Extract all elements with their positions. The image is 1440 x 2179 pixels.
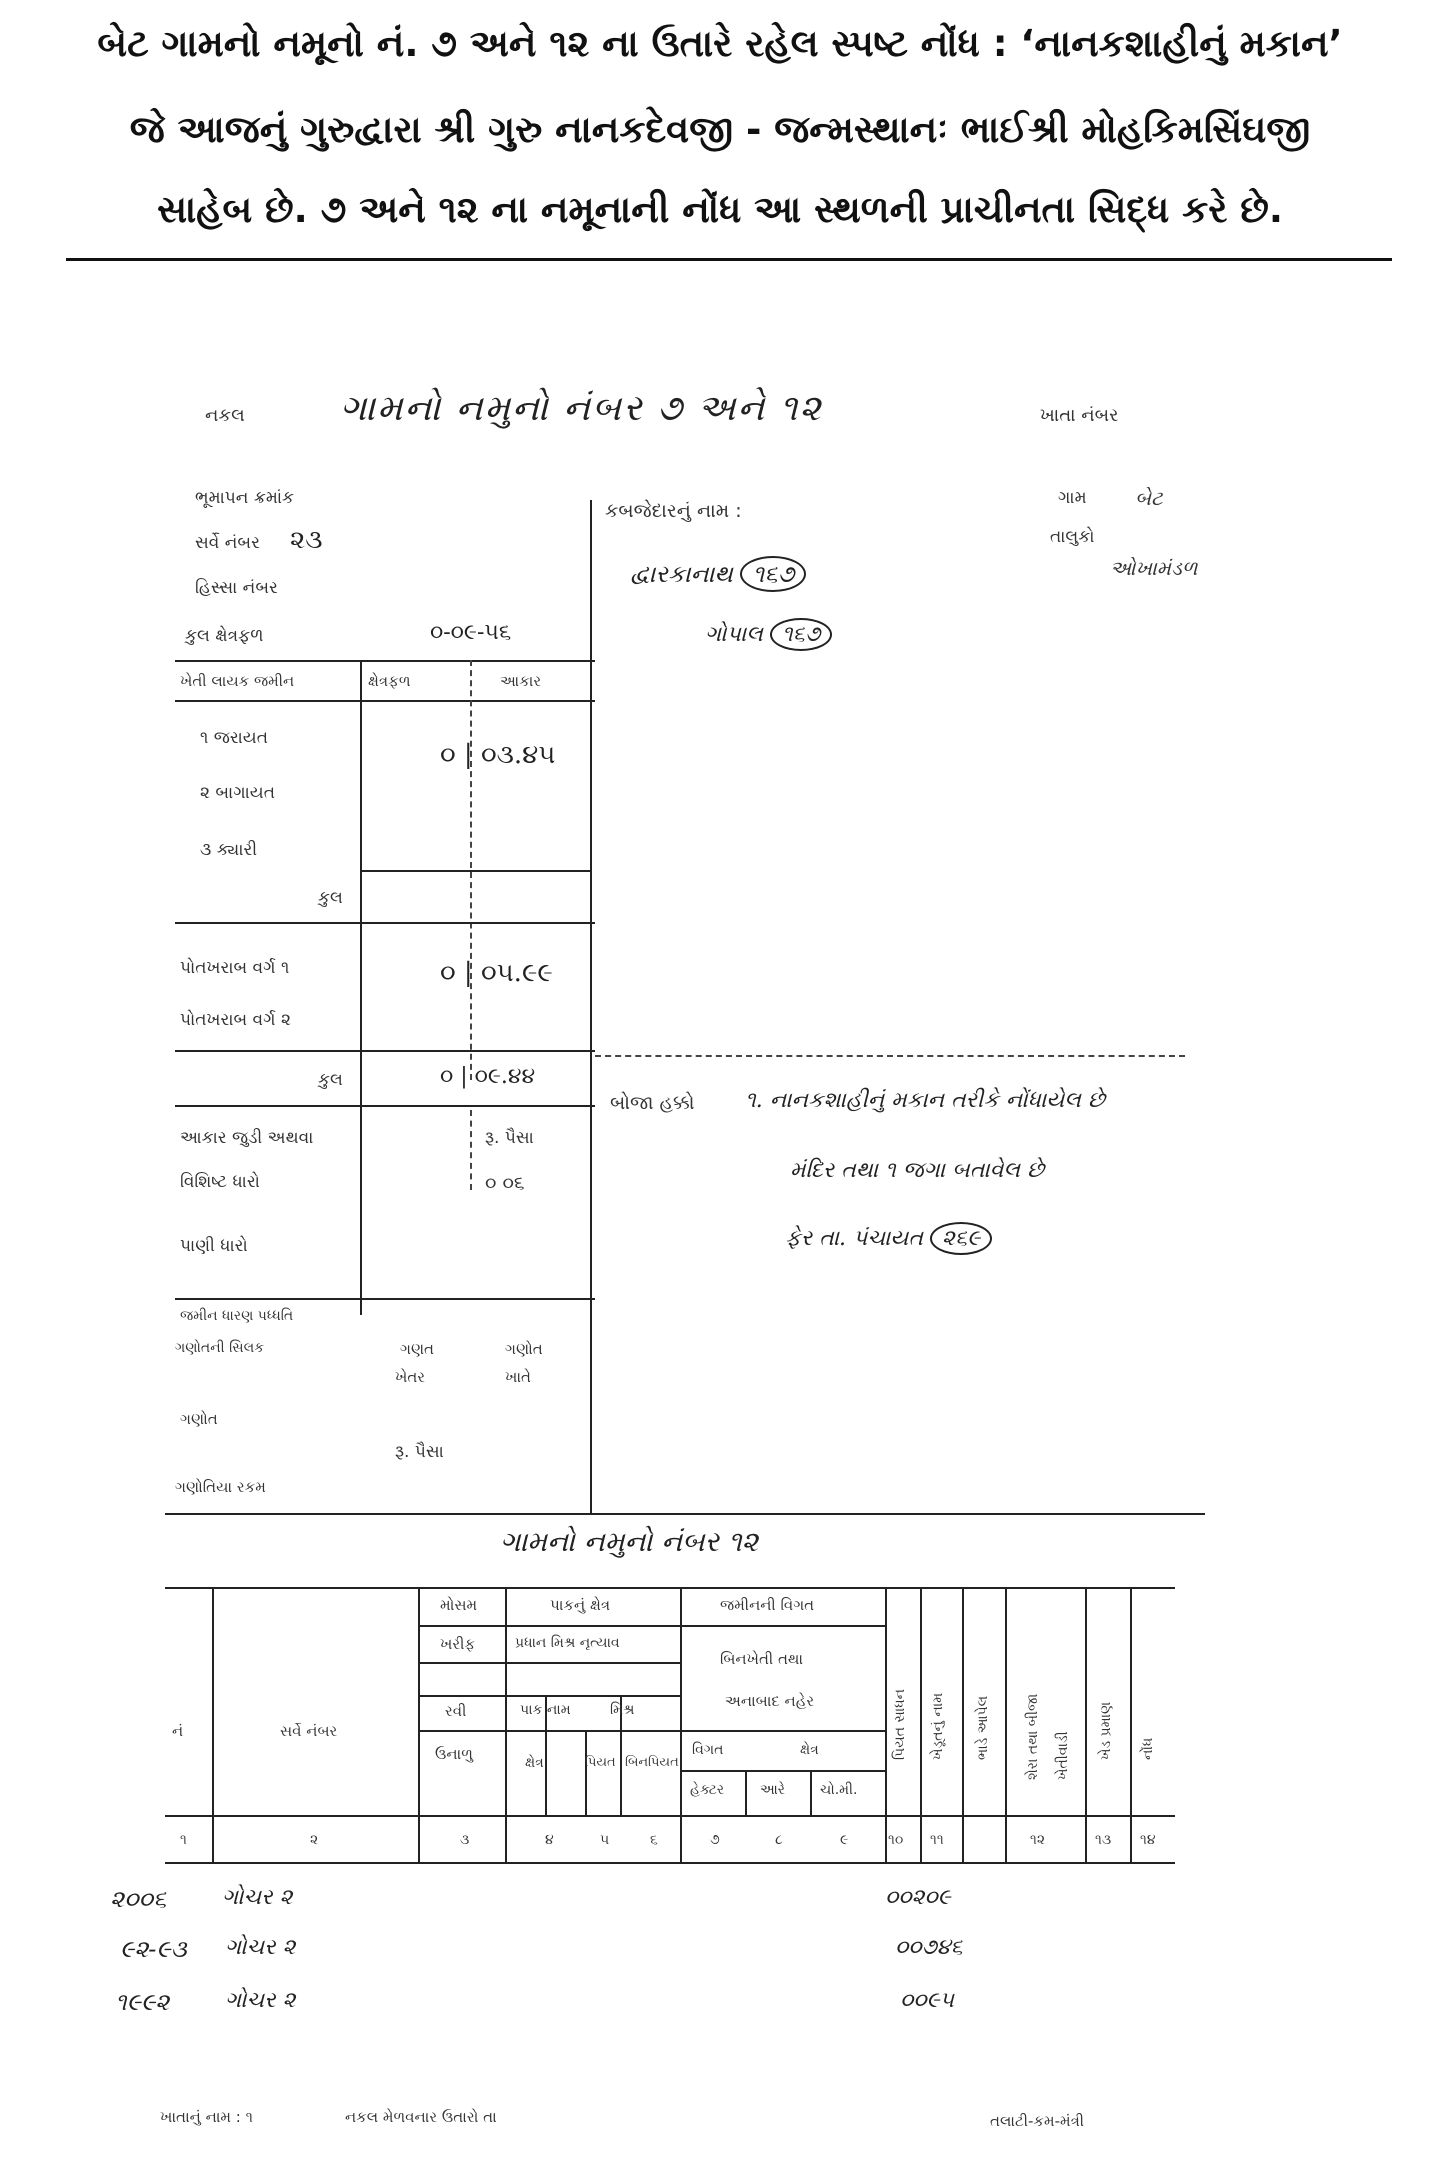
row-year: ૧૯૯૨ [115,1988,170,2016]
tenure-value-4: ખાતે [505,1368,531,1386]
col-number: ૧૧ [930,1832,944,1848]
total2-value: ૦ | ૦૯.૪૪ [440,1064,536,1089]
grid-line [175,1298,595,1300]
unalu-header: ઉનાળુ [435,1745,473,1763]
land-group-header: જમીનની વિગત [720,1596,815,1614]
irrigation-header: પિયત સાધન [892,1688,908,1760]
rent-label: ગણોત [180,1410,218,1428]
form7-title: ગામનો નમુનો નંબર ૭ અને ૧૨ [340,388,823,429]
col-number: ૭ [710,1832,720,1848]
header-divider [66,258,1392,261]
special-label: વિશિષ્ટ ધારો [180,1172,260,1192]
grid-line [418,1730,885,1732]
name-header: પાક નામ [520,1702,571,1718]
water-header: ખેડ પ્રમાણ [1098,1701,1114,1760]
header-line-2: જે આજનું ગુરુદ્વારા શ્રી ગુરુ નાનકદેવજી - જન્મસ્થાનઃ ભાઈશ્રી મોહકિમસિંઘજી [129,108,1311,151]
occupant-circle-2: ૧૬૭ [770,618,832,651]
unirrigated-header: બિનપિયત [625,1755,679,1770]
tenure-value-2: ગણોત [505,1340,543,1358]
rights-label: બોજા હક્કો [610,1092,695,1114]
row-survey: ગોચર ૨ [222,1885,293,1910]
col-number: ૮ [775,1832,783,1848]
irrigated-header: પિયત [585,1755,616,1770]
rights-circle: ૨૬૯ [930,1222,992,1255]
main-mixed-header: પ્રધાન મિશ્ર નૃત્યાવ [515,1635,620,1651]
field-label: કુલ ક્ષેત્રફળ [185,626,264,646]
land-header: ખેતી લાયક જમીન [180,672,295,690]
row-value: ૦૦૭૪૬ [895,1935,963,1960]
grid-line [418,1695,680,1697]
assess-value-2: ૦ ૦૬ [485,1172,525,1194]
tenure-label: જમીન ધારણ પધ્ધતિ [180,1308,294,1324]
grid-line [175,922,595,924]
occupant-name-1 [630,560,806,588]
row-value: ૦૦૨૦૯ [885,1885,951,1910]
noncult-header: બિનખેતી તથા [720,1650,804,1668]
header-line-1: બેટ ગામનો નમૂનો નં. ૭ અને ૧૨ ના ઉતારે રહેલ સ્પષ્ટ નોંધ : ‘નાનકશાહીનું મકાન’ [97,22,1343,65]
area2-header: ક્ષેત્ર [800,1742,819,1758]
field-label: હિસ્સા નંબર [195,578,278,598]
rights-line-3-text: ફેર તા. પંચાયત [785,1226,923,1251]
area-header: ક્ષેત્રફળ [368,672,411,690]
col-sr-header: નં [172,1722,184,1740]
col-number: ૧૦ [888,1832,904,1848]
land-row: ૨ બાગાયત [200,783,275,803]
season-header: મોસમ [440,1596,478,1614]
grid-line [1130,1587,1132,1862]
grid-line [175,660,595,662]
total-label: કુલ [318,888,343,908]
land-area-value: ૦ | ૦૩.૪૫ [440,740,556,770]
grid-line [1085,1587,1087,1862]
crop-header: ખેતીવાડી [1055,1731,1071,1780]
pot-row: પોતખરાબ વર્ગ ૧ [180,958,290,978]
header-line-3: સાહેબ છે. ૭ અને ૧૨ ના નમૂનાની નોંધ આ સ્થળની પ્રાચીનતા સિદ્ધ કરે છે. [157,188,1283,231]
row-year: ૨૦૦૬ [110,1885,167,1913]
grid-line [885,1587,887,1862]
grid-line [590,500,592,1515]
col-number: ૯ [840,1832,849,1848]
pot-row: પોતખરાબ વર્ગ ૨ [180,1010,291,1030]
col-number: ૧ [180,1832,187,1848]
col-number: ૩ [460,1832,470,1848]
grid-line [920,1587,922,1862]
row-survey: ગોચર ૨ [225,1935,296,1960]
remarks-header: નોંધ [1140,1737,1156,1760]
form12-title: ગામનો નમુનો નંબર ૧૨ [500,1525,759,1558]
grid-line [175,1105,595,1107]
grid-line [595,1055,1185,1057]
grid-line [212,1587,214,1862]
occupant-name-2 [705,622,832,647]
footer-left: ખાતાનું નામ : ૧ [160,2108,253,2126]
grid-line [962,1587,964,1862]
occupant-label: કબજેદારનું નામ : [605,500,742,522]
grid-line [745,1770,747,1815]
kharif-header: ખરીફ [440,1635,476,1653]
land-row: ૧ જરાયત [200,728,268,748]
footer-right: તલાટી-કમ-મંત્રી [990,2112,1085,2130]
survey-number-value: ૨૩ [290,525,323,555]
col-number: ૧૨ [1030,1832,1046,1848]
tenure-value-1: ગણત [400,1340,434,1358]
grid-line [418,1625,885,1627]
row-year: ૯૨-૯૩ [120,1935,187,1963]
assess-header: આકાર [500,672,542,690]
details-header: વિગત [692,1742,724,1758]
grid-line [360,870,590,872]
rent-header: ખેડૂતનું નામ [930,1692,946,1760]
rights-line-1: ૧. નાનકશાહીનું મકાન તરીકે નોંધાયેલ છે [745,1088,1105,1113]
grid-line [680,1770,885,1772]
rabi-header: રવી [445,1702,467,1720]
grid-line [360,660,362,1315]
occupant-name-2-text: ગોપાલ [705,622,763,647]
waste-header: અનાબાદ નહેર [725,1692,815,1710]
form7-account-label: ખાતા નંબર [1040,405,1119,426]
rights-line-2: મંદિર તથા ૧ જગા બતાવેલ છે [790,1158,1045,1183]
rights-line-3 [785,1226,992,1251]
grid-line [470,1110,472,1190]
grid-line [1005,1587,1007,1862]
grid-line [680,1587,682,1862]
are-header: આરે [760,1782,786,1798]
village-label: ગામ [1058,488,1087,508]
assess-value-1: રૂ. પૈસા [485,1128,534,1148]
col-survey-header: સર્વે નંબર [280,1722,338,1740]
grid-line [165,1587,1175,1589]
grid-line [165,1815,1175,1817]
total-area-value: ૦-૦૯-૫૬ [430,620,512,645]
crop-group-header: પાકનું ક્ષેત્ર [550,1596,611,1614]
rent-value: રૂ. પૈસા [395,1442,444,1462]
holder-header: ભાડે આપેલ [975,1695,991,1760]
occupant-circle-1: ૧૬૭ [740,556,806,592]
pot-area-value: ૦ | ૦૫.૯૯ [440,958,553,988]
mixed-header: મિશ્ર [610,1702,635,1718]
grid-line [175,1050,595,1052]
form7-copy-label: નકલ [205,405,245,426]
footer-mid: નકલ મેળવનાર ઉતારો તા [345,2108,497,2126]
tenure-value-3: ખેતર [395,1368,426,1386]
col-number: ૪ [545,1832,554,1848]
water-label: પાણી ધારો [180,1236,248,1256]
col-number: ૨ [310,1832,319,1848]
field-label: ભૂમાપન ક્રમાંક [195,488,295,508]
grid-line [505,1587,507,1862]
total2-label: કુલ [318,1070,343,1090]
hect-header: હેક્ટર [690,1782,725,1798]
row-value: ૦૦૯૫ [900,1988,954,2013]
misc-header: શેરા તથા બીજા [1025,1693,1041,1780]
row-survey: ગોચર ૨ [225,1988,296,2013]
field-label: સર્વે નંબર [195,533,260,553]
grid-line [418,1587,420,1862]
village-value: બેટ [1135,486,1163,510]
assess-label: આકાર જુડી અથવા [180,1128,314,1148]
lease-label: ગણોતિયા રકમ [175,1478,266,1496]
grid-line [165,1862,1175,1864]
taluka-label: તાલુકો [1050,527,1095,547]
grid-line [585,1730,587,1815]
col-number: ૧૪ [1140,1832,1156,1848]
grid-line [165,1513,1205,1515]
col-number: ૬ [650,1832,658,1848]
grid-line [810,1770,812,1815]
col-number: ૧૩ [1095,1832,1112,1848]
sqm-header: ચો.મી. [820,1782,858,1798]
grid-line [175,700,595,702]
land-row: ૩ ક્યારી [200,840,258,860]
col-number: ૫ [600,1832,610,1848]
taluka-value: ઓખામંડળ [1110,556,1198,580]
occupant-name-1-text: દ્વારકાનાથ [630,560,733,588]
grid-line [418,1662,680,1664]
tenure-type-label: ગણોતની સિલક [175,1340,265,1356]
area-header-12: ક્ષેત્ર [525,1755,544,1771]
